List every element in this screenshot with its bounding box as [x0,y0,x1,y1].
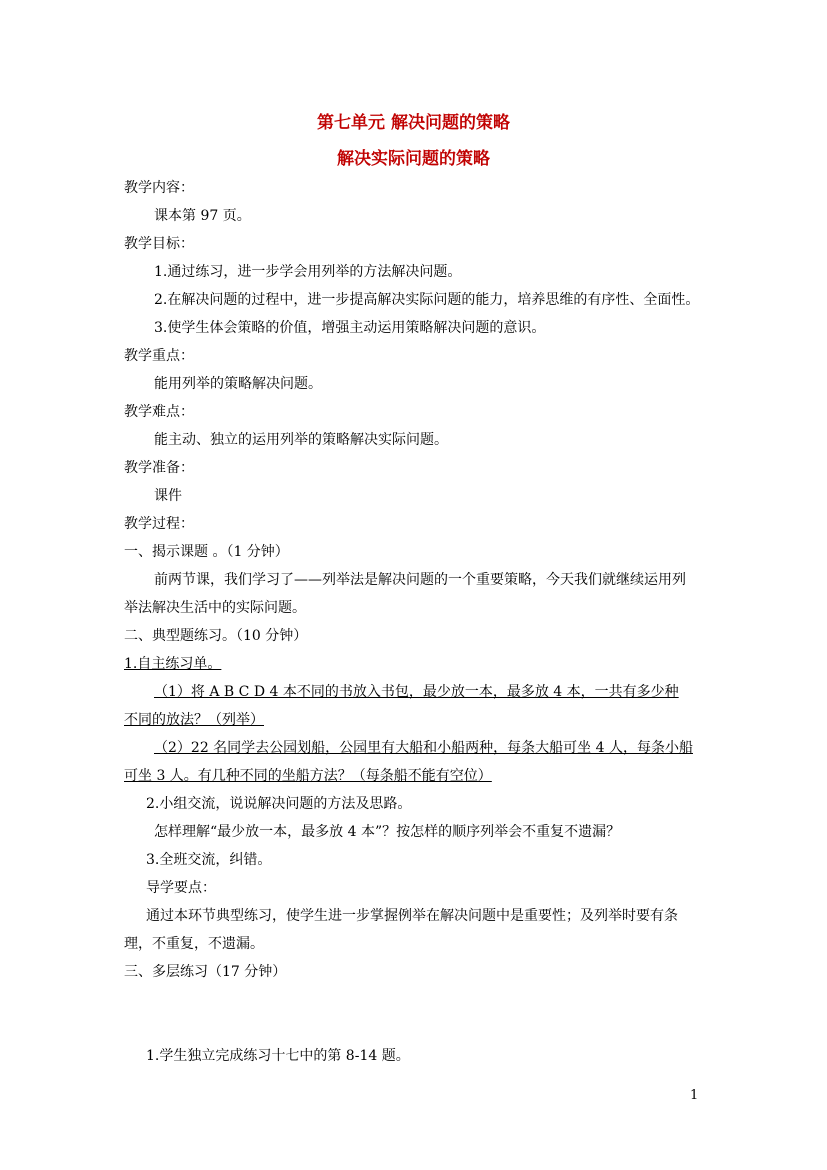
section-heading: 教学目标： [124,236,194,252]
paragraph: 理，不重复，不遗漏。 [124,936,264,952]
lesson-title: 解决实际问题的策略 [337,149,490,169]
paragraph: 能用列举的策略解决问题。 [154,376,322,392]
objective-item: 1.通过练习，进一步学会用列举的方法解决问题。 [154,264,462,280]
paragraph: 课件 [154,488,182,504]
section-heading: 教学难点： [124,404,194,420]
section-heading: 教学准备： [124,460,194,476]
paragraph: 3.全班交流，纠错。 [146,852,272,868]
page-number: 1 [690,1088,699,1103]
section-heading: 教学过程： [124,516,194,532]
paragraph: 导学要点： [146,880,216,896]
objective-item: 3.使学生体会策略的价值，增强主动运用策略解决问题的意识。 [154,320,546,336]
exercise-item: （1）将 A B C D 4 本不同的书放入书包，最少放一本，最多放 4 本，一共有多少种 [154,684,679,700]
step-heading: 二、典型题练习。（10 分钟） [124,628,308,644]
section-heading: 教学内容： [124,180,194,196]
exercise-item: 可坐 3 人。有几种不同的坐船方法？（每条船不能有空位） [124,768,492,784]
step-heading: 三、多层练习（17 分钟） [124,964,287,980]
exercise-item: 不同的放法？（列举） [124,712,264,728]
section-heading: 教学重点： [124,348,194,364]
step-heading: 一、揭示课题 。（1 分钟） [124,544,289,560]
paragraph: 课本第 97 页。 [154,208,251,224]
exercise-heading: 1.自主练习单。 [124,656,222,672]
objective-item: 2.在解决问题的过程中，进一步提高解决实际问题的能力，培养思维的有序性、全面性。 [154,292,700,308]
paragraph: 前两节课，我们学习了——列举法是解决问题的一个重要策略，今天我们就继续运用列 [154,572,686,588]
paragraph: 1.学生独立完成练习十七中的第 8-14 题。 [146,1048,410,1064]
paragraph: 2.小组交流，说说解决问题的方法及思路。 [146,796,412,812]
unit-title: 第七单元 解决问题的策略 [317,113,510,133]
exercise-item: （2）22 名同学去公园划船，公园里有大船和小船两种，每条大船可坐 4 人，每条小船 [154,740,693,756]
paragraph: 通过本环节典型练习，使学生进一步掌握例举在解决问题中是重要性；及列举时要有条 [146,908,678,924]
paragraph: 怎样理解“最少放一本，最多放 4 本”？按怎样的顺序列举会不重复不遗漏？ [154,824,621,840]
paragraph: 举法解决生活中的实际问题。 [124,600,306,616]
paragraph: 能主动、独立的运用列举的策略解决实际问题。 [154,432,448,448]
